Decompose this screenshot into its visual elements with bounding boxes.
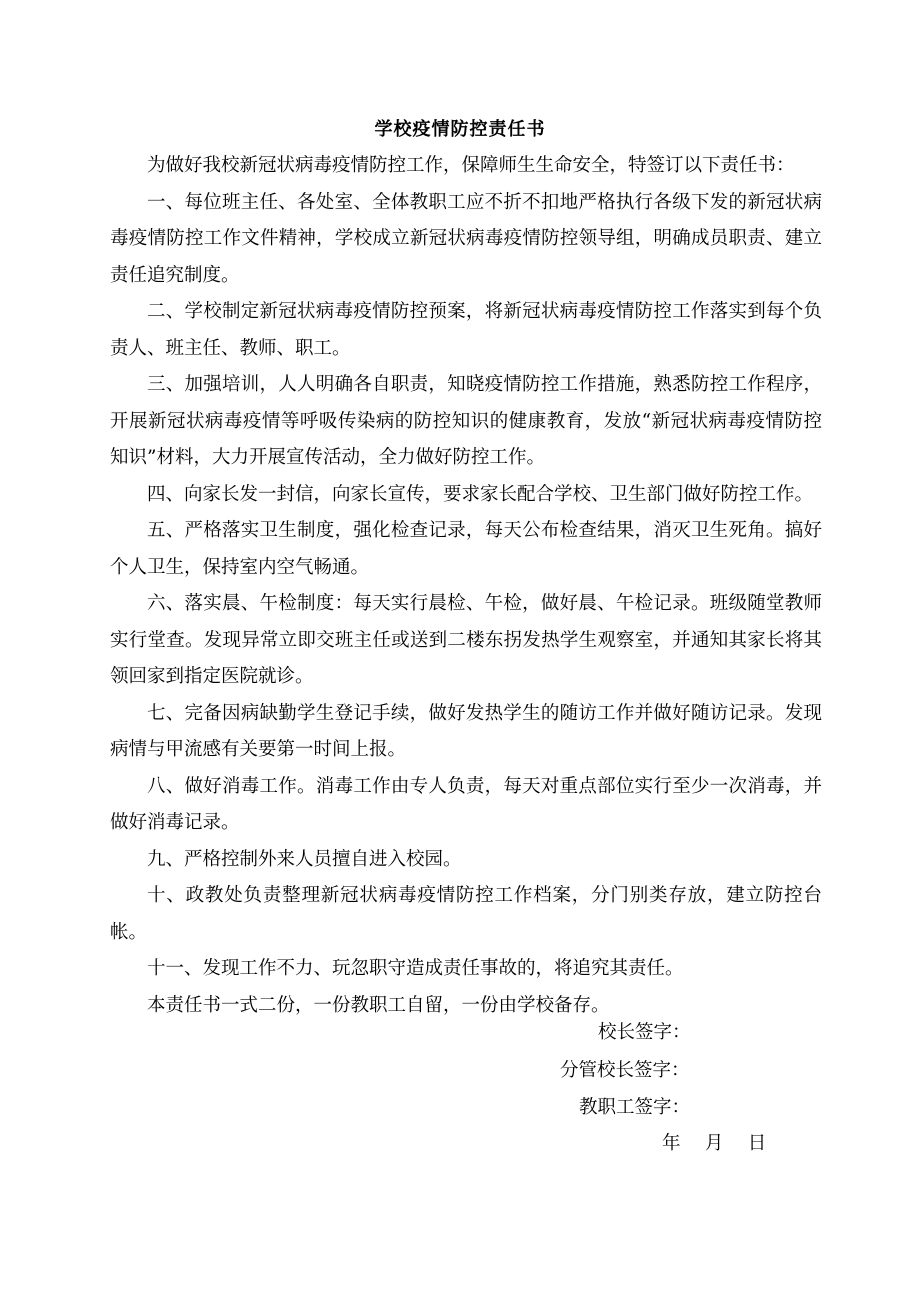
intro-paragraph: 为做好我校新冠状病毒疫情防控工作，保障师生生命安全，特签订以下责任书：	[147, 155, 795, 176]
clause-2: 二、学校制定新冠状病毒疫情防控预案，将新冠状病毒疫情防控工作落实到每个负责人、班主任、教师、职工。	[110, 301, 822, 359]
clause-3: 三、加强培训，人人明确各自职责，知晓疫情防控工作措施，熟悉防控工作程序，开展新冠状病毒疫情等呼吸传染病的防控知识的健康教育，发放“新冠状病毒疫情防控知识”材料，大力开展宣传活动，全力做好防控工作。	[110, 374, 822, 468]
clause-7: 七、完备因病缺勤学生登记手续，做好发热学生的随访工作并做好随访记录。发现病情与甲流感有关要第一时间上报。	[110, 702, 822, 760]
date-line: 年 月 日	[662, 1133, 767, 1154]
clause-4: 四、向家长发一封信，向家长宣传，要求家长配合学校、卫生部门做好防控工作。	[147, 483, 814, 505]
clause-5: 五、严格落实卫生制度，强化检查记录，每天公布检查结果，消灭卫生死角。搞好个人卫生，保持室内空气畅通。	[110, 520, 822, 578]
clause-8: 八、做好消毒工作。消毒工作由专人负责，每天对重点部位实行至少一次消毒，并做好消毒记录。	[110, 775, 822, 833]
vice-principal-signature-label: 分管校长签字：	[560, 1060, 690, 1081]
clause-1: 一、每位班主任、各处室、全体教职工应不折不扣地严格执行各级下发的新冠状病毒疫情防控工作文件精神，学校成立新冠状病毒疫情防控领导组，明确成员职责、建立责任追究制度。	[110, 191, 822, 286]
staff-signature-label: 教职工签字：	[579, 1097, 691, 1118]
clause-11: 十一、发现工作不力、玩忽职守造成责任事故的，将追究其责任。	[147, 958, 684, 979]
closing-paragraph: 本责任书一式二份，一份教职工自留，一份由学校备存。	[147, 994, 610, 1016]
document-body	[110, 148, 822, 1024]
principal-signature-label: 校长签字：	[598, 1022, 691, 1043]
clause-6: 六、落实晨、午检制度：每天实行晨检、午检，做好晨、午检记录。班级随堂教师实行堂查。发现异常立即交班主任或送到二楼东拐发热学生观察室，并通知其家长将其领回家到指定医院就诊。	[110, 593, 822, 687]
document-title: 学校疫情防控责任书	[374, 119, 546, 140]
clause-10: 十、政教处负责整理新冠状病毒疫情防控工作档案，分门别类存放，建立防控台帐。	[110, 885, 822, 943]
clause-9: 九、严格控制外来人员擅自进入校园。	[147, 848, 462, 870]
